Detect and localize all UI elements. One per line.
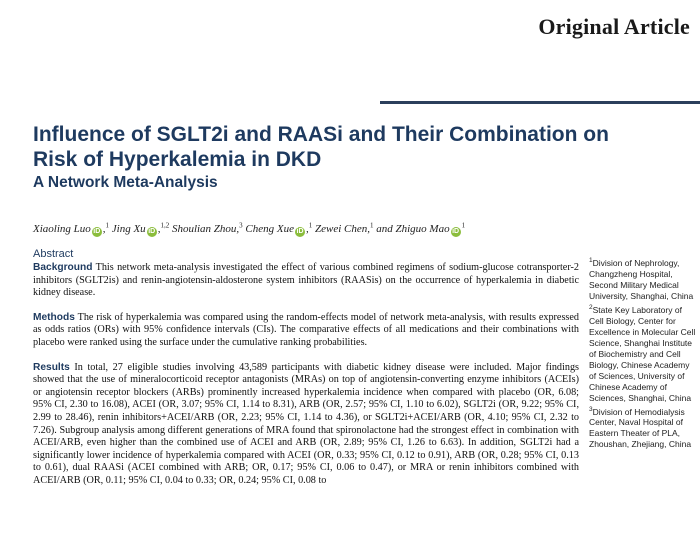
- author-affiliation-ref: 1: [308, 221, 313, 229]
- author-affiliation-ref: 1: [370, 221, 374, 229]
- orcid-icon[interactable]: iD: [93, 227, 101, 235]
- author-name: Shoulian Zhou,: [171, 222, 240, 235]
- author-separator: ,: [102, 222, 106, 235]
- affiliation-number: 2: [589, 303, 593, 311]
- methods-label: Methods: [33, 311, 75, 323]
- abstract-results: [33, 362, 579, 488]
- abstract-methods: [33, 312, 579, 350]
- author: [112, 223, 172, 235]
- author-list: [33, 218, 673, 237]
- article-title: Influence of SGLT2i and RAASi and Their Combination on Risk of Hyperkalemia in DKD: [33, 123, 609, 171]
- affiliation-number: 3: [589, 405, 593, 413]
- author-name: Cheng Xue: [245, 222, 294, 235]
- affiliation-number: 1: [589, 257, 593, 264]
- author-separator: ,: [306, 222, 309, 235]
- results-text: In total, 27 eligible studies involving 43,589 participants with diabetic kidney disease were included. Major findings showed that the use of mineralocorticoid receptor antagonists (MRAs) on top of angiotensin-converting enzyme inhibitors (ACEIs) or angiotensin receptor blockers (ARBs) prominently increased hyperkalemia incidence when compared with placebo (OR, 6.08; 95% CI, 2.30 to 16.08), ACEI (OR, 3.07; 95% CI, 1.14 to 8.31), ARB (OR, 2.57; 95% CI, 1.10 to 6.02), SGLT2i (OR, 9.22; 95% CI, 2.99 to 28.46), renin inhibitors+ACEI/ARB (OR, 2.23; 95% CI, 1.14 to 4.36), or SGLT2i+ACEI/ARB (OR, 4.10; 95% CI, 2.32 to 7.26). Subgroup analysis among different generations of MRA found that spironolactone had the strongest effect in combination with ACEI/ARB, even higher than the combined use of ACEI and ARB (OR, 2.89; 95% CI, 1.26 to 6.63). In addition, SGLT2i had a significantly lower incidence of hyperkalemia compared with ACEI (OR, 0.33; 95% CI, 0.12 to 0.91), ARB (OR, 0.28; 95% CI, 0.13 to 0.61), dual RAASi (ACEI combined with ARB; OR, 0.17; 95% CI, 0.06 to 0.47), or MRA or renin inhibitors combined with ACEI/ARB (OR, 0.11; 95% CI, 0.04 to 0.33; OR, 0.24; 95% CI, 0.08 to: [33, 361, 579, 486]
- title-block: [33, 122, 653, 193]
- author-affiliation-ref: 3: [239, 221, 243, 229]
- author: [396, 223, 466, 235]
- author-name: Jing Xu: [111, 222, 146, 235]
- author-name: Zhiguo Mao: [395, 222, 450, 235]
- methods-text: The risk of hyperkalemia was compared using the random-effects model of network meta-analysis, with results expressed as odds ratios (ORs) with 95% confidence intervals (CIs). The comparative effects of all medications and their combinations with placebo were ranked using the surface under the cumulative ranking probabilities.: [33, 311, 579, 348]
- article-type-label: Original Article: [538, 14, 690, 39]
- article-subtitle: A Network Meta-Analysis: [33, 174, 218, 191]
- orcid-icon[interactable]: iD: [452, 227, 460, 235]
- affiliation: [589, 404, 697, 451]
- header-divider: [380, 101, 700, 104]
- author: [33, 223, 112, 235]
- affiliation: [589, 255, 697, 302]
- affiliations-sidebar: [589, 255, 697, 450]
- affiliation-text: Division of Nephrology, Changzheng Hospital, Second Military Medical University, Shanghai, China: [589, 257, 694, 301]
- author-conjunction: and: [376, 222, 393, 235]
- affiliation-text: Division of Hemodialysis Center, Naval Hospital of Eastern Theater of PLA, Zhoushan, Zhejiang, China: [589, 406, 692, 450]
- author-name: Xiaoling Luo: [33, 222, 91, 235]
- author-separator: ,: [157, 222, 161, 235]
- background-label: Background: [33, 262, 93, 273]
- author-affiliation-ref: 1,2: [160, 221, 170, 229]
- results-label: Results: [33, 361, 70, 373]
- author: [245, 223, 315, 235]
- affiliation: [589, 302, 697, 404]
- abstract-background: [33, 262, 579, 300]
- author-affiliation-ref: 1: [105, 221, 110, 229]
- author-name: Zewei Chen,: [315, 222, 370, 235]
- orcid-icon[interactable]: iD: [148, 227, 156, 235]
- abstract-heading: Abstract: [33, 248, 74, 260]
- author: [315, 223, 396, 235]
- orcid-icon[interactable]: iD: [296, 227, 304, 235]
- author: [172, 223, 245, 235]
- affiliation-text: State Key Laboratory of Cell Biology, Center for Excellence in Molecular Cell Science, Shanghai Institute of Biochemistry and Cell Biology, Chinese Academy of Sciences, University of Chinese Academy of Sciences, Shanghai, China: [589, 304, 696, 403]
- abstract-body: [33, 262, 579, 500]
- author-affiliation-ref: 1: [461, 221, 466, 229]
- background-text: This network meta-analysis investigated the effect of various combined regimens of sodium-glucose cotransporter-2 inhibitors (SGLT2is) and renin-angiotensin-aldosterone system inhibitors (RAASis) on the occurrence of hyperkalemia in diabetic kidney disease.: [33, 262, 579, 299]
